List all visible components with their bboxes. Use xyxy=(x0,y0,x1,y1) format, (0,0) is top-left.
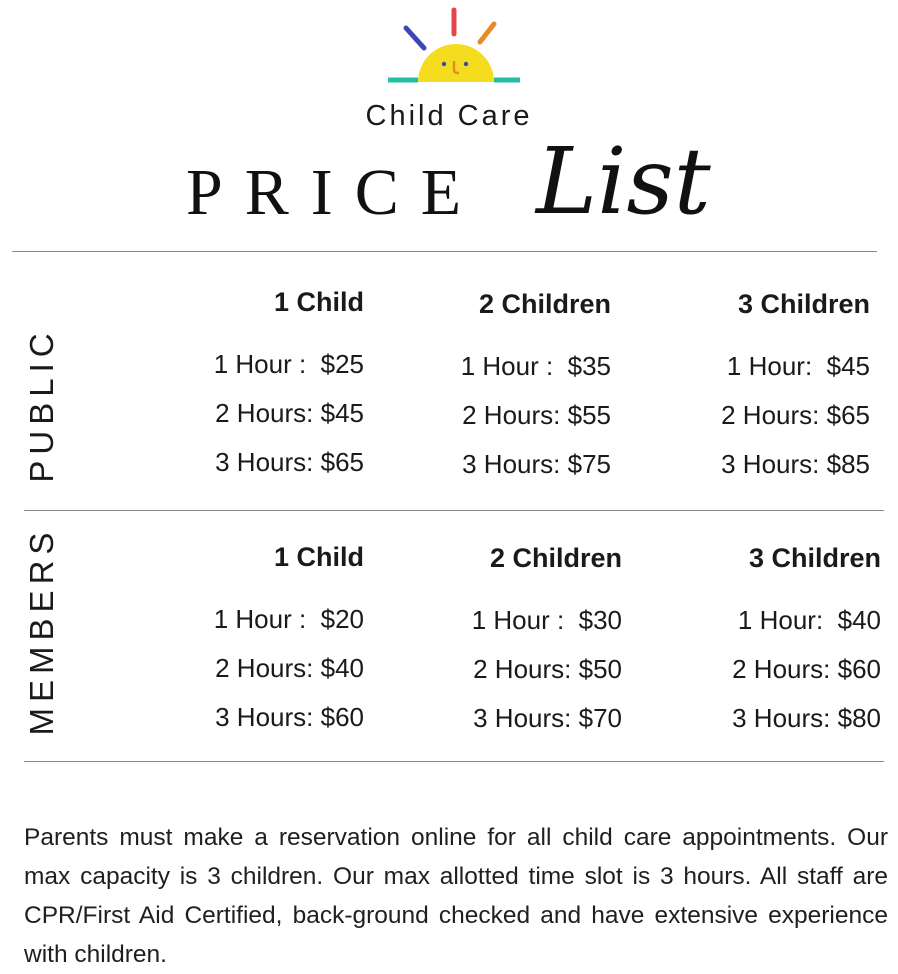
price-row: 1 Hour: $40 xyxy=(737,605,881,635)
sun-logo-icon xyxy=(386,4,522,88)
price-row: 2 Hours: $65 xyxy=(721,400,870,430)
column-heading: 3 Children xyxy=(748,543,881,573)
price-column-public-3-children xyxy=(721,284,870,489)
column-heading: 3 Children xyxy=(737,289,870,319)
price-row: 1 Hour: $45 xyxy=(726,351,870,381)
price-column-public-1-child xyxy=(214,282,364,487)
subtitle: Child Care xyxy=(365,100,533,132)
price-row: 1 Hour : $35 xyxy=(460,351,611,381)
price-row: 3 Hours: $70 xyxy=(473,703,622,733)
price-row: 3 Hours: $75 xyxy=(462,449,611,479)
price-column-members-2-children xyxy=(472,538,622,743)
page-title-script: List xyxy=(536,128,711,235)
column-heading: 2 Children xyxy=(478,289,611,319)
divider-top xyxy=(12,251,877,252)
price-column-members-1-child xyxy=(214,537,364,742)
price-row: 2 Hours: $60 xyxy=(732,654,881,684)
divider-middle xyxy=(24,510,884,511)
price-row: 2 Hours: $45 xyxy=(215,398,364,428)
price-row: 2 Hours: $40 xyxy=(215,653,364,683)
price-row: 3 Hours: $60 xyxy=(215,702,364,732)
column-heading: 2 Children xyxy=(489,543,622,573)
price-column-public-2-children xyxy=(461,284,611,489)
price-row: 3 Hours: $80 xyxy=(732,703,881,733)
column-heading: 1 Child xyxy=(273,287,364,317)
price-row: 3 Hours: $65 xyxy=(215,447,364,477)
price-row: 2 Hours: $50 xyxy=(473,654,622,684)
price-row: 1 Hour : $25 xyxy=(213,349,364,379)
price-column-members-3-children xyxy=(732,538,881,743)
price-row: 2 Hours: $55 xyxy=(462,400,611,430)
column-heading: 1 Child xyxy=(273,542,364,572)
divider-bottom xyxy=(24,761,884,762)
price-row: 1 Hour : $30 xyxy=(471,605,622,635)
section-label-members: MEMBERS xyxy=(23,526,60,736)
price-row: 1 Hour : $20 xyxy=(213,604,364,634)
price-row: 3 Hours: $85 xyxy=(721,449,870,479)
policy-note: Parents must make a reservation online for all child care appointments. Our max capacity is 3 children. Our max allotted time slot is 3 hours. All staff are CPR/First Aid Certified, back-ground checked and have extensive experience with children. xyxy=(24,823,888,968)
section-label-public: PUBLIC xyxy=(23,327,60,483)
page-title: PRICE xyxy=(186,156,484,229)
